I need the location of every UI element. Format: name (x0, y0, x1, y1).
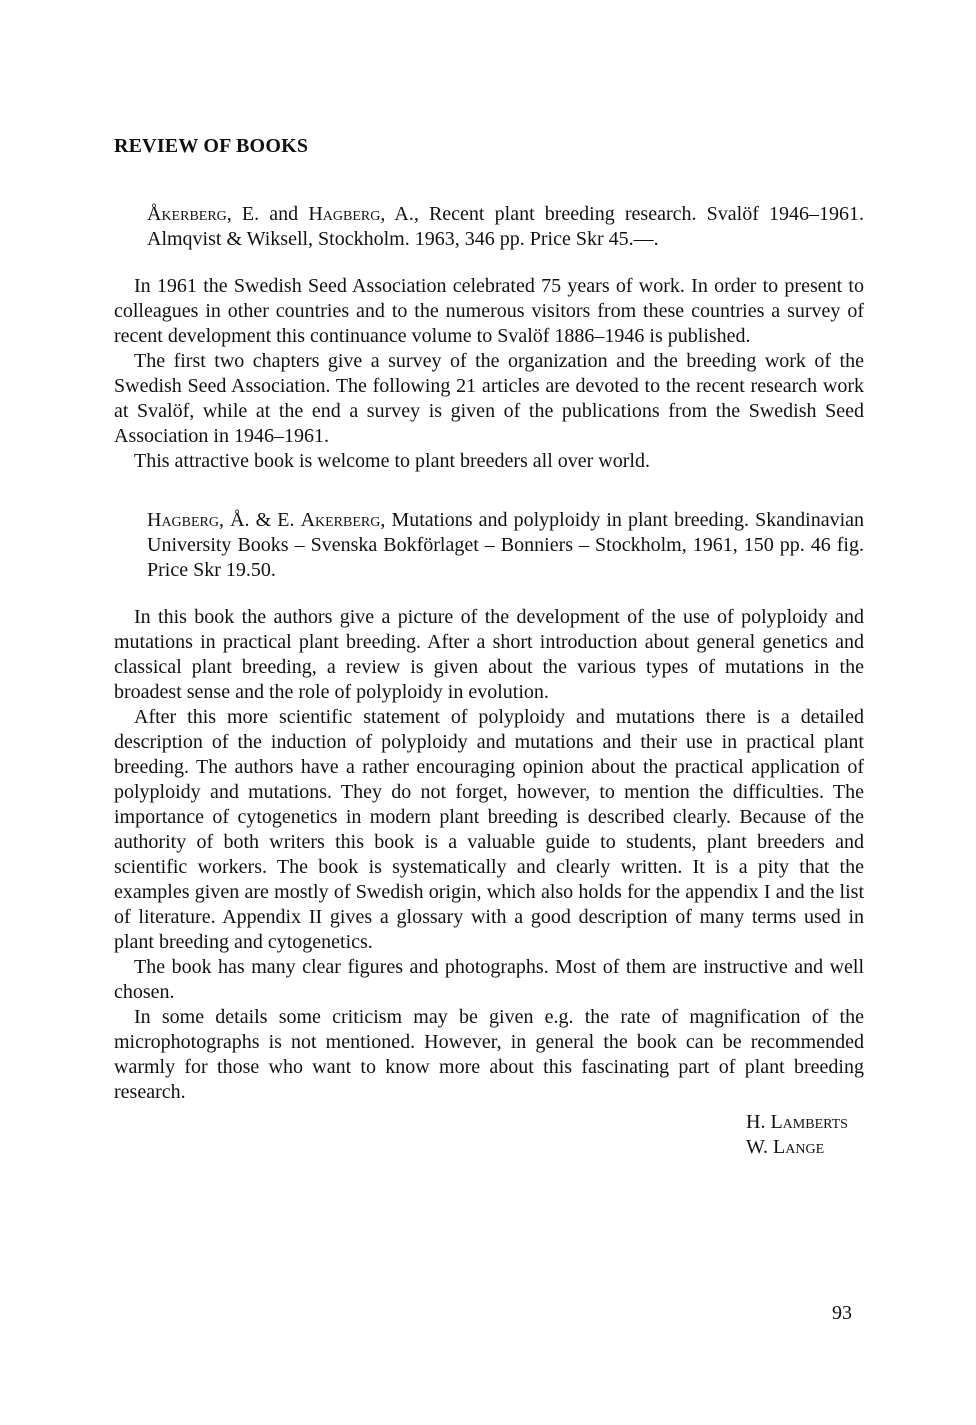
review-paragraph: The book has many clear figures and photographs. Most of them are instructive and well chosen. (114, 956, 864, 1003)
reviewer-name (746, 1110, 864, 1135)
citation-author-2: Hagberg (308, 203, 381, 225)
reviewer-initial: H. (746, 1111, 771, 1133)
citation-text: , E. and (226, 203, 309, 225)
reviewer-initial: W. (746, 1136, 774, 1158)
book-citation-1 (147, 202, 864, 252)
book-citation-2 (147, 508, 864, 583)
review-paragraph: In some details some criticism may be given e.g. the rate of magnification of the microphotographs is not mentioned. However, in general the book can be recommended warmly for those who want to know more about this fascinating part of plant breeding research. (114, 1006, 864, 1103)
review-body-2 (114, 605, 864, 1105)
review-paragraph: In this book the authors give a picture of the development of the use of polyploidy and mutations in practical plant breeding. After a short introduction about general genetics and classical plant breeding, a review is given about the various types of mutations in the broadest sense and the role of polyploidy in evolution. (114, 606, 864, 703)
review-paragraph: After this more scientific statement of polyploidy and mutations there is a detailed description of the induction of polyploidy and mutations and their use in practical plant breeding. The authors have a rather encouraging opinion about the practical application of polyploidy and mutations. They do not forget, however, to mention the difficulties. The importance of cytogenetics in modern plant breeding is described clearly. Because of the authority of both writers this book is a valuable guide to students, plant breeders and scientific workers. The book is systematically and clearly written. It is a pity that the examples given are mostly of Swedish origin, which also holds for the appendix I and the list of literature. Appendix II gives a glossary with a good description of many terms used in plant breeding and cytogenetics. (114, 706, 864, 953)
reviewer-signatures (114, 1110, 864, 1160)
reviewer-surname: Lange (773, 1136, 825, 1158)
reviewer-surname: Lamberts (770, 1111, 848, 1133)
citation-author-2: Akerberg (300, 509, 381, 531)
page-number: 93 (832, 1302, 852, 1324)
page-content (114, 130, 864, 1160)
review-paragraph: In 1961 the Swedish Seed Association celebrated 75 years of work. In order to present to colleagues in other countries and to the numerous visitors from these countries a survey of recent development this continuance volume to Svalöf 1886–1946 is published. (114, 275, 864, 347)
citation-text: , A., Recent plant breeding research. Svalöf 1946–1961. Almqvist & Wiksell, Stockholm. 1963, 346 pp. Price Skr 45.—. (147, 203, 865, 250)
review-paragraph: This attractive book is welcome to plant breeders all over world. (134, 450, 650, 472)
citation-author-1: Hagberg (147, 509, 220, 531)
citation-author-1: Åkerberg (147, 203, 227, 225)
reviewer-name (746, 1135, 864, 1160)
citation-text: , Å. & E. (219, 509, 301, 531)
review-body-1 (114, 274, 864, 474)
citation-text: , Mutations and polyploidy in plant breeding. Skandinavian University Books – Svenska Bokförlaget – Bonniers – Stockholm, 1961, 150 pp. 46 fig. Price Skr 19.50. (147, 509, 865, 581)
review-paragraph: The first two chapters give a survey of the organization and the breeding work of the Swedish Seed Association. The following 21 articles are devoted to the recent research work at Svalöf, while at the end a survey is given of the publications from the Swedish Seed Association in 1946–1961. (114, 350, 864, 447)
section-heading: REVIEW OF BOOKS (114, 135, 309, 157)
